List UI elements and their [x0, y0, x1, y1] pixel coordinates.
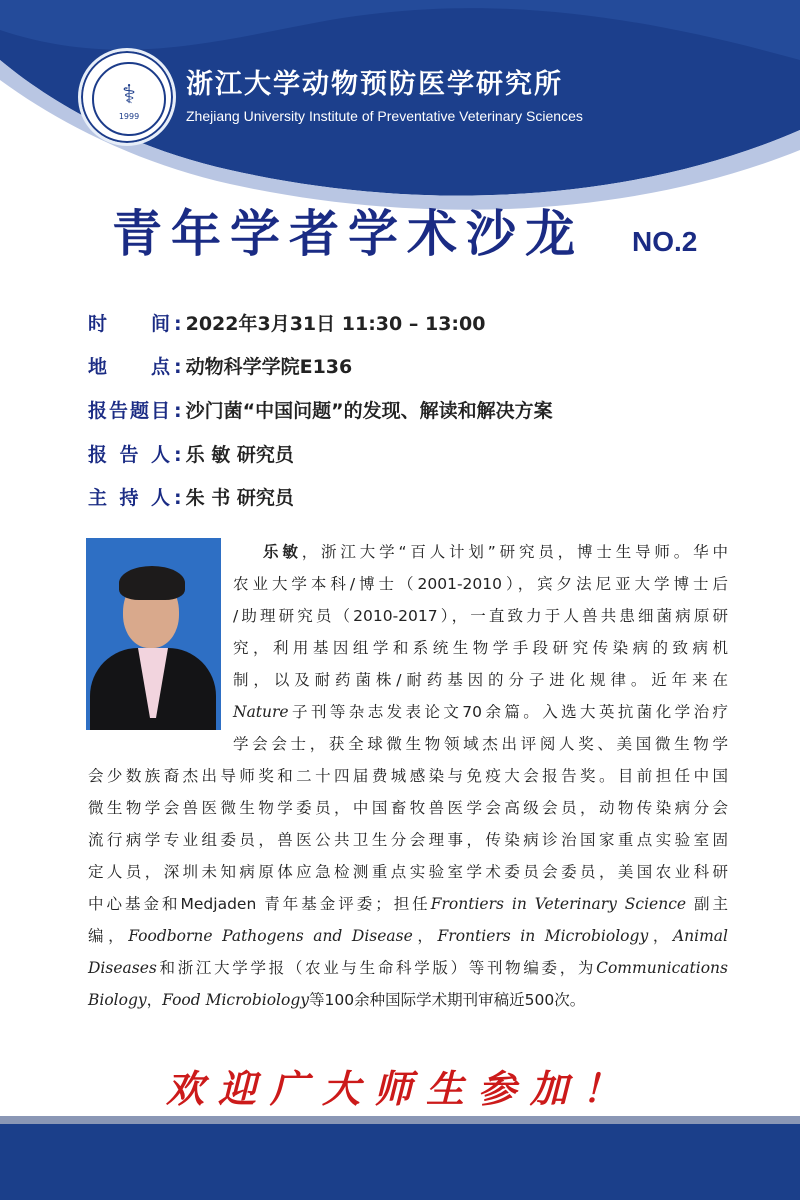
info-value: 动物科学学院E136: [185, 356, 353, 378]
info-time: 时 间 : 2022年3月31日 11:30 – 13:00: [88, 309, 728, 336]
info-value: 沙门菌“中国问题”的发现、解读和解决方案: [185, 400, 553, 422]
bio-line: Nature子刊等杂志发表论文70余篇。入选大英抗菌化学治疗: [233, 703, 728, 721]
info-value: 乐 敏 研究员: [185, 444, 294, 466]
info-label: 时 间: [88, 313, 170, 335]
info-label: 主 持 人: [88, 487, 170, 509]
logo-year: 1999: [118, 112, 140, 121]
speaker-name: 乐敏: [263, 543, 302, 561]
info-host: 主 持 人 : 朱 书 研究员: [88, 483, 728, 510]
bio-line: 究，利用基因组学和系统生物学手段研究传染病的致病机: [233, 639, 728, 657]
info-label: 报 告 人: [88, 444, 170, 466]
bio-line: Diseases和浙江大学学报（农业与生命科学版）等刊物编委，为Communications: [88, 959, 728, 977]
speaker-photo: [86, 538, 221, 730]
bio-line: 会少数族裔杰出导师奖和二十四届费城感染与免疫大会报告奖。目前担任中国: [88, 767, 728, 785]
institute-name-cn: 浙江大学动物预防医学研究所: [186, 69, 563, 100]
bio-line: 学会会士，获全球微生物领域杰出评阅人奖、美国微生物学: [233, 735, 728, 753]
info-label: 报告题目: [88, 400, 170, 422]
bio-line: /助理研究员（2010-2017），一直致力于人兽共患细菌病原研: [233, 607, 728, 625]
caduceus-icon: ⚕: [121, 80, 137, 110]
info-location: 地 点 : 动物科学学院E136: [88, 352, 728, 379]
bio-line: 乐敏，浙江大学“百人计划”研究员，博士生导师。华中: [263, 543, 728, 561]
institute-name-en: Zhejiang University Institute of Preventative Veterinary Sciences: [186, 108, 583, 124]
info-label: 地 点: [88, 356, 170, 378]
bio-line: 制，以及耐药菌株/耐药基因的分子进化规律。近年来在: [233, 671, 728, 689]
bio-line: 微生物学会兽医微生物学委员，中国畜牧兽医学会高级会员，动物传染病分会: [88, 799, 728, 817]
bio-line: 定人员，深圳未知病原体应急检测重点实验室学术委员会委员，美国农业科研: [88, 863, 728, 881]
info-value: 朱 书 研究员: [185, 487, 294, 509]
footer-band: [0, 1124, 800, 1200]
info-topic: 报告题目 : 沙门菌“中国问题”的发现、解读和解决方案: [88, 396, 728, 423]
bio-line: 编，Foodborne Pathogens and Disease，Frontiers in Microbiology，Animal: [88, 927, 728, 945]
bio-line: 农业大学本科/博士（2001-2010），宾夕法尼亚大学博士后: [233, 575, 728, 593]
event-number: NO.2: [632, 226, 698, 257]
event-title: 青年学者学术沙龙: [112, 204, 584, 263]
bio-line: 流行病学专业组委员，兽医公共卫生分会理事，传染病诊治国家重点实验室固: [88, 831, 728, 849]
info-speaker: 报 告 人 : 乐 敏 研究员: [88, 440, 728, 467]
bio-line: Biology，Food Microbiology等100余种国际学术期刊审稿近500次。: [88, 991, 586, 1009]
bio-line: 中心基金和Medjaden 青年基金评委；担任Frontiers in Veterinary Science 副主: [88, 895, 728, 913]
institute-logo: [78, 48, 176, 146]
welcome-message: 欢迎广大师生参加！: [165, 1066, 634, 1111]
info-value: 2022年3月31日 11:30 – 13:00: [185, 313, 486, 335]
